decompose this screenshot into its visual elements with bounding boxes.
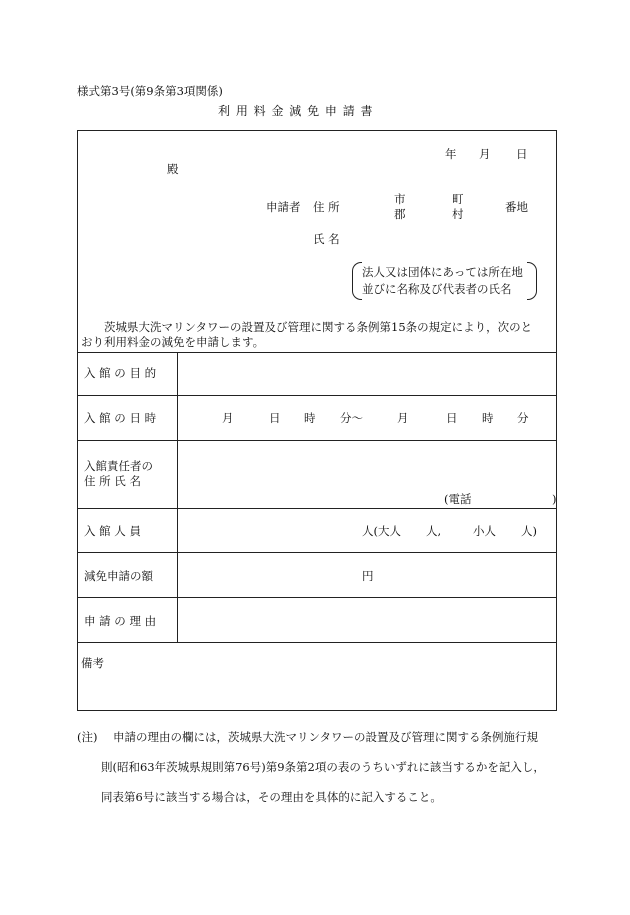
date-day: 日 — [516, 147, 528, 161]
reason-field[interactable] — [180, 600, 554, 639]
address-label: 住 所 — [313, 200, 340, 214]
datetime-minute-to: 分 — [517, 411, 529, 425]
manager-field[interactable] — [180, 443, 430, 505]
purpose-field[interactable] — [180, 355, 554, 393]
town-label: 町 — [452, 192, 464, 206]
intro-line1: 茨城県大洗マリンタワーの設置及び管理に関する条例第15条の規定により，次のと — [104, 320, 533, 334]
datetime-day-to: 日 — [446, 411, 458, 425]
manager-phone: (電話 ) — [444, 492, 557, 506]
count-label: 入 館 人 員 — [84, 524, 141, 538]
divider — [77, 552, 557, 553]
datetime-hour-from: 時 — [304, 411, 316, 425]
manager-label-line1: 入館責任者の — [84, 459, 153, 473]
form-number: 様式第3号(第9条第3項関係) — [77, 84, 223, 98]
note-line3: 同表第6号に該当する場合は，その理由を具体的に記入すること。 — [101, 790, 442, 804]
city-label: 市 — [394, 192, 406, 206]
form-title: 利 用 料 金 減 免 申 請 書 — [218, 104, 374, 118]
date-month: 月 — [479, 147, 491, 161]
divider — [77, 440, 557, 441]
village-label: 村 — [452, 207, 464, 221]
reason-label: 申 請 の 理 由 — [84, 614, 157, 628]
datetime-day-from: 日 — [269, 411, 281, 425]
count-adult: 人(大人 — [362, 524, 401, 538]
note-line2: 則(昭和63年茨城県規則第76号)第9条第2項の表のうちいずれに該当するかを記入し， — [101, 760, 545, 774]
divider — [77, 395, 557, 396]
divider — [77, 508, 557, 509]
amount-unit: 円 — [362, 569, 374, 583]
count-child: 小人 — [473, 524, 496, 538]
datetime-month-to: 月 — [397, 411, 409, 425]
note-line1: 申請の理由の欄には，茨城県大洗マリンタワーの設置及び管理に関する条例施行規 — [113, 730, 539, 744]
note-marker: (注) — [77, 730, 98, 744]
label-column-divider — [177, 352, 178, 642]
intro-line2: おり利用料金の減免を申請します。 — [81, 335, 265, 349]
purpose-label: 入 館 の 目 的 — [84, 366, 157, 380]
amount-field[interactable] — [180, 555, 360, 594]
count-adult-unit: 人, — [426, 524, 442, 538]
remarks-field[interactable] — [80, 672, 554, 708]
manager-label-line2: 住 所 氏 名 — [84, 474, 141, 488]
amount-label: 減免申請の額 — [84, 569, 153, 583]
addressee-suffix: 殿 — [167, 162, 179, 176]
applicant-label: 申請者 — [266, 200, 301, 214]
date-year: 年 — [445, 147, 457, 161]
name-label: 氏 名 — [313, 232, 340, 246]
datetime-minute-from: 分〜 — [340, 411, 363, 425]
datetime-month-from: 月 — [222, 411, 234, 425]
remarks-label: 備考 — [81, 656, 104, 670]
divider — [77, 642, 557, 643]
county-label: 郡 — [394, 207, 406, 221]
corp-note-line2: 並びに名称及び代表者の氏名 — [362, 282, 512, 296]
count-child-unit: 人) — [521, 524, 537, 538]
bracket-right — [527, 262, 537, 300]
corp-note-line1: 法人又は団体にあっては所在地 — [362, 265, 523, 279]
divider — [77, 352, 557, 353]
banchi-label: 番地 — [505, 200, 528, 214]
bracket-left — [352, 262, 362, 300]
datetime-hour-to: 時 — [482, 411, 494, 425]
datetime-label: 入 館 の 日 時 — [84, 411, 157, 425]
divider — [77, 597, 557, 598]
